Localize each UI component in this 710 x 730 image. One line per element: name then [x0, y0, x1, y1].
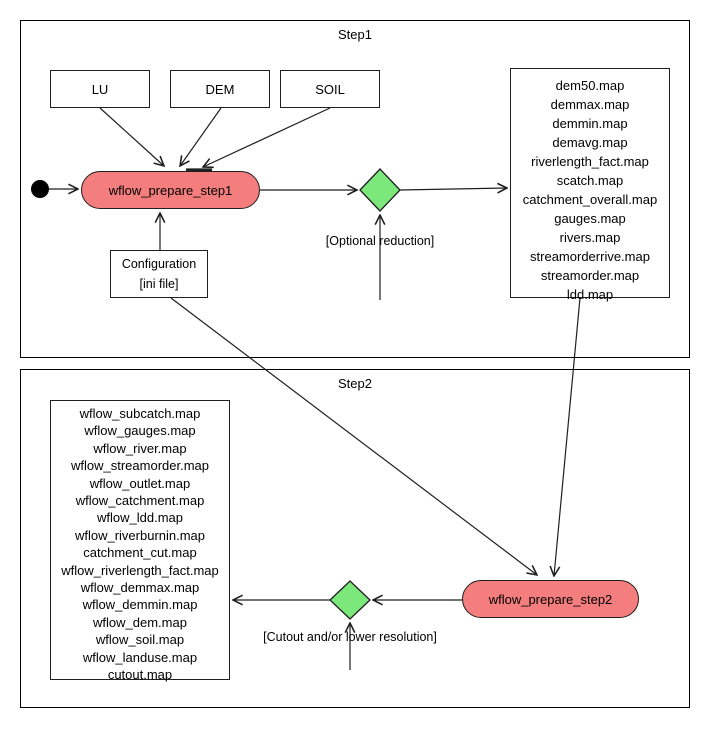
step1-output-files-box: [510, 68, 670, 302]
file-name: catchment_overall.map: [522, 192, 658, 207]
file-name: dem50.map: [555, 78, 625, 93]
decision-label-step2: [Cutout and/or lower resolution]: [263, 630, 437, 644]
file-name: streamorder.map: [540, 268, 640, 283]
file-name: wflow_ldd.map: [97, 510, 183, 526]
step2-title: Step2: [338, 376, 372, 391]
activity-wflow-prepare-step1: [81, 171, 260, 209]
file-name: wflow_catchment.map: [75, 493, 205, 509]
file-name: riverlength_fact.map: [531, 154, 649, 169]
input-box-lu: [50, 70, 150, 108]
arrow-outputs1-to-step2: [554, 298, 580, 576]
file-name: wflow_landuse.map: [82, 649, 198, 665]
file-name: wflow_river.map: [93, 440, 187, 456]
arrow-dem-to-step1: [180, 108, 221, 166]
decision-label-step1: [Optional reduction]: [325, 234, 435, 248]
file-name: wflow_subcatch.map: [79, 406, 201, 421]
file-name: rivers.map: [559, 230, 621, 245]
arrow-soil-to-step1: [203, 108, 330, 167]
file-name: cutout.map: [107, 667, 173, 683]
file-name: gauges.map: [554, 211, 626, 226]
configuration-node: [110, 250, 208, 298]
file-name: wflow_riverlength_fact.map: [61, 562, 219, 578]
file-name: ldd.map: [566, 287, 614, 302]
arrow-decision1-to-outputs1: [400, 188, 507, 190]
file-name: scatch.map: [556, 173, 624, 188]
decision-diamond-step1: [360, 169, 400, 211]
activity-label-step1: wflow_prepare_step1: [108, 182, 233, 198]
configuration-label: Configuration: [121, 257, 197, 271]
input-label-soil: SOIL: [315, 81, 345, 97]
file-name: catchment_cut.map: [83, 545, 197, 561]
activity-label-step2: wflow_prepare_step2: [488, 591, 613, 607]
arrow-lu-to-step1: [100, 108, 164, 166]
file-name: demavg.map: [552, 135, 628, 150]
start-node-icon: [31, 180, 49, 198]
file-name: wflow_streamorder.map: [71, 458, 209, 474]
file-name: demmax.map: [550, 97, 630, 112]
decision-diamond-step2: [330, 581, 370, 619]
step1-title: Step1: [338, 27, 372, 42]
file-name: wflow_demmin.map: [82, 597, 198, 613]
file-name: wflow_demmax.map: [80, 580, 200, 596]
file-name: wflow_gauges.map: [84, 423, 196, 439]
activity-wflow-prepare-step2: [462, 580, 639, 618]
input-box-dem: [170, 70, 270, 108]
file-name: wflow_soil.map: [95, 632, 185, 648]
file-name: streamorderrive.map: [530, 249, 650, 264]
file-name: wflow_dem.map: [93, 614, 187, 630]
step2-output-files-box: [50, 400, 230, 683]
file-name: demmin.map: [552, 116, 628, 131]
file-name: wflow_riverburnin.map: [74, 527, 206, 543]
input-label-lu: LU: [91, 81, 109, 97]
file-name: wflow_outlet.map: [89, 475, 191, 491]
input-box-soil: [280, 70, 380, 108]
input-label-dem: DEM: [205, 81, 235, 97]
configuration-sublabel: [ini file]: [139, 277, 179, 291]
